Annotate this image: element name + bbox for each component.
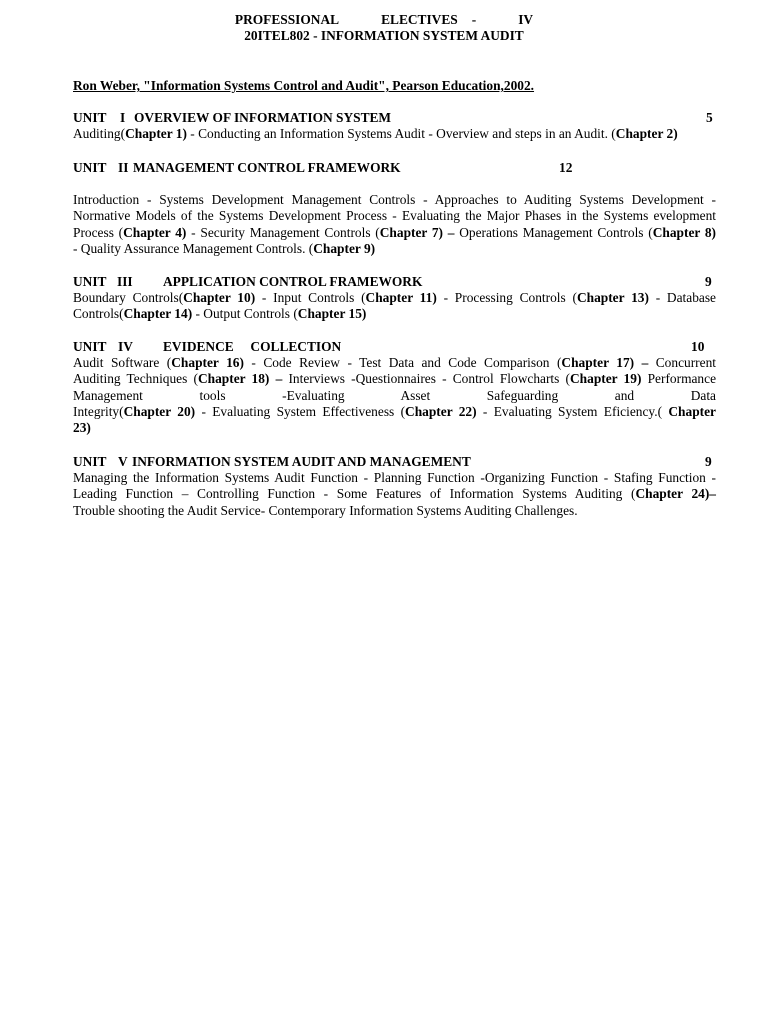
- unit-5-heading: [73, 454, 713, 470]
- content-line: [73, 192, 716, 208]
- chapter-reference: Chapter 11): [365, 290, 437, 305]
- course-title: 20ITEL802 - INFORMATION SYSTEM AUDIT: [244, 28, 524, 43]
- header-word-iv: IV: [518, 12, 534, 27]
- unit-title: OVERVIEW OF INFORMATION SYSTEM: [134, 110, 392, 125]
- topic-text: Auditing Techniques (: [73, 371, 198, 387]
- topic-text: - Input Controls (: [255, 290, 366, 305]
- chapter-reference: Chapter 24)–: [635, 486, 716, 502]
- topic-text: - Database: [648, 290, 717, 305]
- topic-text: Managing the Information Systems Audit Function - Planning Function -Organizing Function - Stafing Function -: [73, 470, 716, 485]
- topic-text: Leading Function – Controlling Function - Some Features of Information Systems Auditing (: [73, 486, 636, 502]
- topic-text: Management tools -Evaluating Asset Safeguarding and Data: [73, 387, 716, 403]
- chapter-reference: 23): [73, 420, 91, 436]
- unit-numeral: IV: [118, 339, 133, 354]
- topic-text: - Conducting an Information Systems Audit - Overview and steps in an Audit. (: [186, 126, 616, 141]
- unit-1-content: [73, 126, 716, 142]
- unit-numeral: I: [120, 110, 126, 125]
- unit-2-content: [73, 192, 716, 257]
- topic-text: Concurrent: [648, 355, 716, 370]
- topic-text: Audit Software (: [73, 355, 172, 370]
- topic-text: - Output Controls (: [192, 306, 298, 322]
- topic-text: - Security Management Controls (: [186, 224, 380, 240]
- topic-text: Interviews -Questionnaires - Control Flowcharts (: [282, 371, 571, 387]
- chapter-reference: Chapter 10): [183, 290, 256, 305]
- textbook-reference: Ron Weber, "Information Systems Control and Audit", Pearson Education,2002.: [73, 78, 535, 93]
- unit-title: MANAGEMENT CONTROL FRAMEWORK: [133, 160, 401, 175]
- unit-4-content: [73, 355, 716, 436]
- unit-hours: 10: [691, 339, 705, 354]
- unit-numeral: II: [118, 160, 129, 175]
- chapter-reference: Chapter 9): [313, 240, 376, 256]
- topic-text: - Evaluating System Eficiency.(: [476, 403, 669, 419]
- header-word-professional: PROFESSIONAL: [234, 12, 340, 27]
- chapter-reference: Chapter 14): [123, 306, 193, 322]
- chapter-reference: Chapter 13): [576, 290, 649, 305]
- header-dash: -: [471, 12, 477, 27]
- unit-hours: 12: [559, 160, 573, 175]
- topic-text: - Code Review - Test Data and Code Comparison (: [243, 355, 562, 370]
- unit-1-heading: [73, 110, 713, 126]
- unit-label: UNIT: [73, 160, 107, 175]
- topic-text: Performance: [641, 371, 717, 387]
- chapter-reference: Chapter 1): [125, 126, 187, 141]
- unit-title: INFORMATION SYSTEM AUDIT AND MANAGEMENT: [132, 454, 471, 469]
- chapter-reference: Chapter 15): [297, 306, 367, 322]
- header-line-1: [0, 12, 768, 28]
- content-line: [73, 225, 716, 241]
- chapter-reference: Chapter 19): [570, 371, 642, 387]
- content-line: [73, 306, 716, 322]
- chapter-reference: Chapter 8): [652, 224, 717, 240]
- content-line: [73, 404, 716, 420]
- chapter-reference: Chapter 22): [405, 403, 477, 419]
- chapter-reference: Chapter 2): [615, 126, 678, 141]
- content-line: [73, 208, 716, 224]
- header-word-electives: ELECTIVES: [381, 12, 458, 27]
- content-line: [73, 355, 716, 371]
- unit-hours: 9: [705, 274, 712, 289]
- chapter-reference: Chapter 18) –: [197, 371, 283, 387]
- topic-text: Trouble shooting the Audit Service- Contemporary Information Systems Auditing Challenges.: [73, 502, 578, 518]
- unit-numeral: V: [118, 454, 128, 469]
- content-line: [73, 388, 716, 404]
- content-line: [73, 290, 716, 306]
- unit-3-heading: [73, 274, 713, 290]
- content-line: [73, 241, 716, 257]
- content-line: [73, 420, 716, 436]
- chapter-reference: Chapter: [668, 403, 716, 419]
- chapter-reference: Chapter 20): [123, 403, 196, 419]
- unit-label: UNIT: [73, 110, 107, 125]
- topic-text: Controls(: [73, 306, 124, 322]
- unit-hours: 5: [706, 110, 713, 125]
- topic-text: Boundary Controls(: [73, 290, 184, 305]
- topic-text: Introduction - Systems Development Management Controls - Approaches to Auditing Systems Development -: [73, 192, 716, 207]
- topic-text: Integrity(: [73, 403, 124, 419]
- topic-text: - Processing Controls (: [436, 290, 577, 305]
- topic-text: Auditing(: [73, 126, 126, 141]
- content-line: [73, 486, 716, 502]
- topic-text: Operations Management Controls (: [454, 224, 653, 240]
- unit-title: EVIDENCE COLLECTION: [163, 339, 342, 354]
- topic-text: Normative Models of the Systems Development Process - Evaluating the Major Phases in the Systems evelopment: [73, 208, 716, 224]
- topic-text: - Evaluating System Effectiveness (: [195, 403, 406, 419]
- unit-numeral: III: [117, 274, 133, 289]
- unit-label: UNIT: [73, 454, 107, 469]
- unit-label: UNIT: [73, 339, 107, 354]
- content-line: [73, 470, 716, 486]
- chapter-reference: Chapter 4): [123, 224, 187, 240]
- content-line: [73, 503, 716, 519]
- unit-5-content: [73, 470, 716, 519]
- content-line: [73, 371, 716, 387]
- chapter-reference: Chapter 16): [171, 355, 244, 370]
- chapter-reference: Chapter 7) –: [379, 224, 455, 240]
- topic-text: Process (: [73, 224, 124, 240]
- unit-title: APPLICATION CONTROL FRAMEWORK: [163, 274, 423, 289]
- unit-hours: 9: [705, 454, 712, 469]
- unit-3-content: [73, 290, 716, 323]
- chapter-reference: Chapter 17) –: [561, 355, 649, 370]
- content-line: [73, 126, 716, 142]
- topic-text: - Quality Assurance Management Controls. (: [73, 240, 314, 256]
- unit-4-heading: [73, 339, 713, 355]
- unit-2-heading: [73, 160, 713, 176]
- unit-label: UNIT: [73, 274, 107, 289]
